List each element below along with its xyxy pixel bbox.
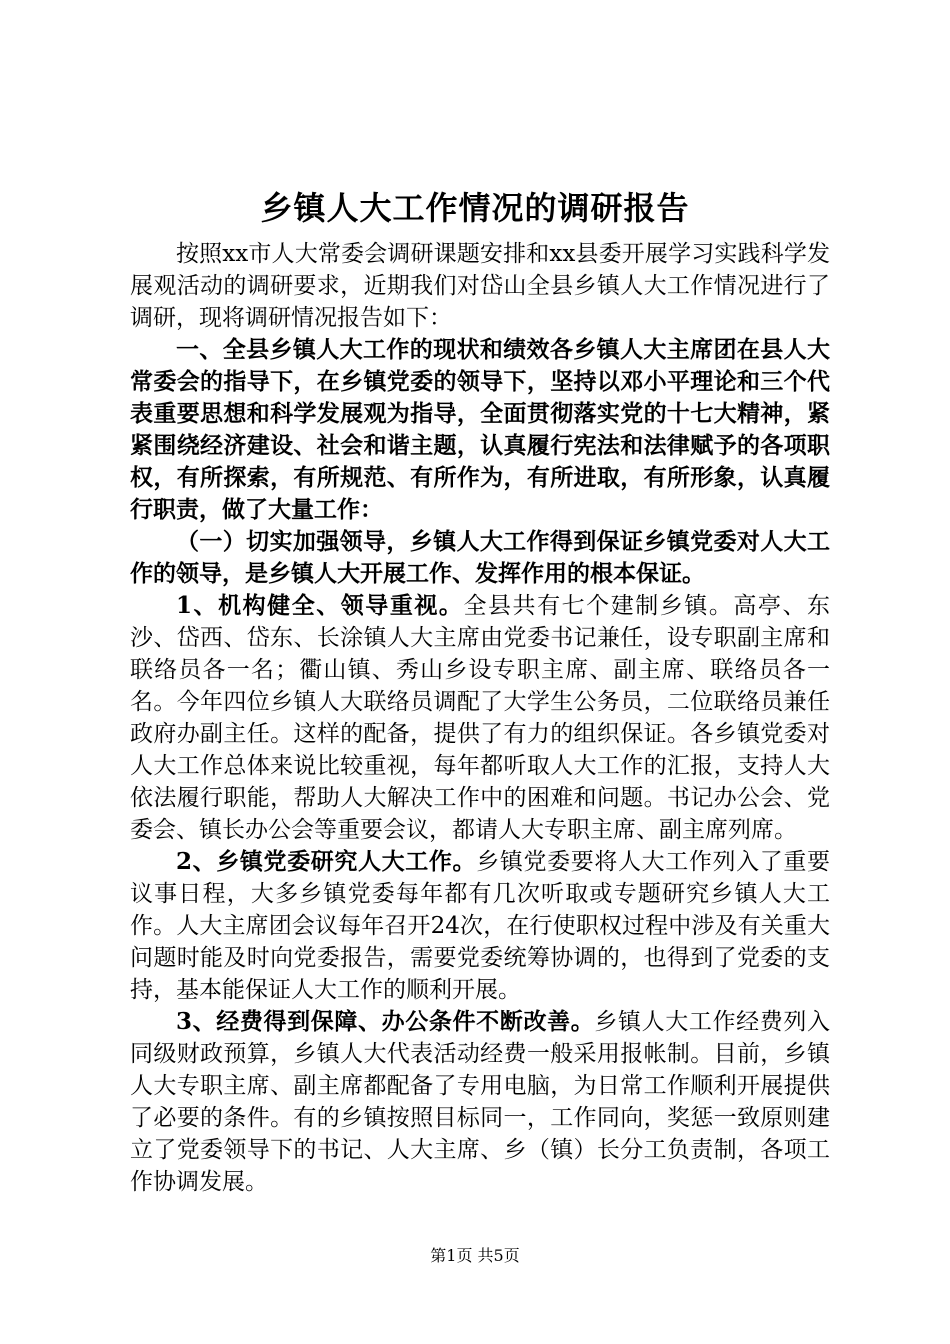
item-1-body: 全县共有七个建制乡镇。高亭、东沙、岱西、岱东、长涂镇人大主席由党委书记兼任，设专职副主席和联络员各一名；衢山镇、秀山乡设专职主席、副主席、联络员各一名。今年四位乡镇人大联络员调配了大学生公务员，二位联络员兼任政府办副主任。这样的配备，提供了有力的组织保证。各乡镇党委对人大工作总体来说比较重视，每年都听取人大工作的汇报，支持人大依法履行职能，帮助人大解决工作中的困难和问题。书记办公会、党委会、镇长办公会等重要会议，都请人大专职主席、副主席列席。: [130, 593, 830, 843]
item-1-lead: 1、机构健全、领导重视。: [176, 592, 464, 619]
document-body: [130, 238, 830, 1198]
item-3-body: 乡镇人大工作经费列入同级财政预算，乡镇人大代表活动经费一般采用报帐制。目前，乡镇人大专职主席、副主席都配备了专用电脑，为日常工作顺利开展提供了必要的条件。有的乡镇按照目标同一，工作同向，奖惩一致原则建立了党委领导下的书记、人大主席、乡（镇）长分工负责制，各项工作协调发展。: [130, 1009, 830, 1195]
document-title: 乡镇人大工作情况的调研报告: [260, 189, 690, 227]
item-1-paragraph: [130, 590, 830, 846]
intro-paragraph: 按照xx市人大常委会调研课题安排和xx县委开展学习实践科学发展观活动的调研要求，近期我们对岱山全县乡镇人大工作情况进行了调研，现将调研情况报告如下：: [130, 241, 830, 331]
item-3-lead: 3、经费得到保障、办公条件不断改善。: [176, 1008, 595, 1035]
item-2-lead: 2、乡镇党委研究人大工作。: [176, 848, 477, 875]
page-footer: 第1页 共5页: [430, 1246, 520, 1265]
item-3-paragraph: [130, 1006, 830, 1198]
item-2-body: 乡镇党委要将人大工作列入了重要议事日程，大多乡镇党委每年都有几次听取或专题研究乡镇人大工作。人大主席团会议每年召开24次，在行使职权过程中涉及有关重大问题时能及时向党委报告，需要党委统筹协调的，也得到了党委的支持，基本能保证人大工作的顺利开展。: [130, 849, 830, 1003]
section-heading-paragraph: 一、全县乡镇人大工作的现状和绩效各乡镇人大主席团在县人大常委会的指导下，在乡镇党委的领导下，坚持以邓小平理论和三个代表重要思想和科学发展观为指导，全面贯彻落实党的十七大精神，紧紧围绕经济建设、社会和谐主题，认真履行宪法和法律赋予的各项职权，有所探索，有所规范、有所作为，有所进取，有所形象，认真履行职责，做了大量工作：: [130, 336, 830, 523]
item-2-paragraph: [130, 846, 830, 1006]
subsection-heading-paragraph: （一）切实加强领导，乡镇人大工作得到保证乡镇党委对人大工作的领导，是乡镇人大开展工作、发挥作用的根本保证。: [130, 528, 830, 587]
